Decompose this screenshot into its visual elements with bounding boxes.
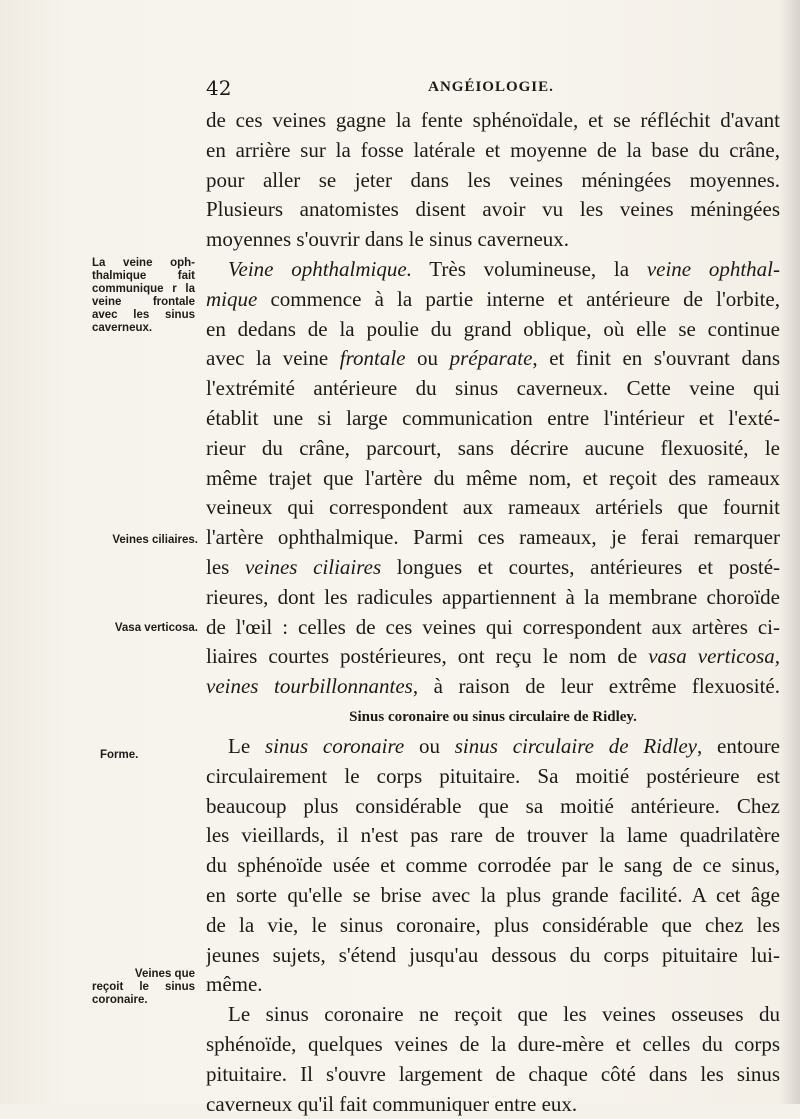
margin-note-verticosa <box>90 622 198 635</box>
text-run: Le <box>228 734 265 758</box>
margin-note-line: Vasa verticosa. <box>90 622 198 635</box>
text-line <box>206 285 780 315</box>
text-line: en sorte qu'elle se brise avec la plus grande facilité. A cet âge <box>206 881 780 911</box>
text-line: sphénoïde, quelques veines de la dure-mère et celles du corps <box>206 1030 780 1060</box>
margin-note-ophthalmique <box>92 257 195 335</box>
margin-note-ciliaires <box>90 534 198 547</box>
body-text <box>206 106 780 1119</box>
term-sinus-circulaire-de-ridley: sinus circulaire de Ridley <box>455 734 697 758</box>
text-line: les vieillards, il n'est pas rare de trouver la lame quadrilatère <box>206 821 780 851</box>
text-line <box>206 642 780 672</box>
text-line: caverneux qu'il fait communiquer entre eux. <box>206 1090 780 1119</box>
term-veines-tourbillonnantes: veines tourbillonnantes <box>206 674 413 698</box>
text-line: l'extrémité antérieure du sinus caverneux. Cette veine qui <box>206 374 780 404</box>
text-line: rieur du crâne, parcourt, sans décrire aucune flexuosité, le <box>206 434 780 464</box>
text-line: pituitaire. Il s'ouvre largement de chaque côté dans les sinus <box>206 1060 780 1090</box>
margin-note-line: Forme. <box>100 749 190 762</box>
text-run: , et finit en s'ouvrant dans <box>532 346 780 370</box>
term-vasa-verticosa: vasa verticosa, <box>648 644 780 668</box>
text-line: de la vie, le sinus coronaire, plus considérable que chez les <box>206 911 780 941</box>
text-run: , à raison de leur extrême flexuosité. <box>413 674 780 698</box>
term-veines-ciliaires: veines ciliaires <box>245 555 381 579</box>
text-line: rieures, dont les radicules appartiennent à la membrane choroïde <box>206 583 780 613</box>
text-line: veineux qui correspondent aux rameaux artériels que fournit <box>206 493 780 523</box>
margin-note-line: caverneux. <box>92 322 195 335</box>
margin-note-line: veine frontale <box>92 296 195 309</box>
margin-note-line: coronaire. <box>92 994 195 1007</box>
margin-note-line: reçoit le sinus <box>92 981 195 994</box>
text-line: de l'œil : celles de ces veines qui correspondent aux artères ci- <box>206 613 780 643</box>
text-line: même trajet que l'artère du même nom, et reçoit des rameaux <box>206 464 780 494</box>
term-preparate: préparate <box>450 346 533 370</box>
text-run: avec la veine <box>206 346 340 370</box>
text-line <box>206 255 780 285</box>
margin-note-line: thalmique fait <box>92 270 195 283</box>
text-line: jeunes sujets, s'étend jusqu'au dessous du corps pituitaire lui- <box>206 941 780 971</box>
text-run: longues et courtes, antérieures et posté- <box>381 555 780 579</box>
text-line: circulairement le corps pituitaire. Sa moitié postérieure est <box>206 762 780 792</box>
text-run: , entoure <box>697 734 780 758</box>
text-line: du sphénoïde usée et comme corrodée par le sang de ce sinus, <box>206 851 780 881</box>
margin-note-line: Veines que <box>92 968 195 981</box>
running-head: ANGÉIOLOGIE. <box>200 79 782 96</box>
text-run: commence à la partie interne et antérieure de l'orbite, <box>257 287 780 311</box>
term-mique: mique <box>206 287 257 311</box>
margin-note-forme <box>100 749 190 762</box>
section-title: Sinus coronaire ou sinus circulaire de Ridley. <box>206 702 780 732</box>
page-edge-shadow <box>780 0 800 1104</box>
page-number: 42 <box>206 76 231 100</box>
margin-note-line: Veines ciliaires. <box>90 534 198 547</box>
margin-note-recoit <box>92 968 195 1007</box>
text-line <box>206 344 780 374</box>
text-line: Le sinus coronaire ne reçoit que les veines osseuses du <box>206 1000 780 1030</box>
text-line <box>206 672 780 702</box>
term-veine-ophthalmique-heading: Veine ophthalmique. <box>228 257 412 281</box>
term-frontale: frontale <box>340 346 406 370</box>
text-line: en arrière sur la fosse latérale et moyenne de la base du crâne, <box>206 136 780 166</box>
text-run: ou <box>404 734 455 758</box>
margin-note-line: avec les sinus <box>92 309 195 322</box>
text-line: en dedans de la poulie du grand oblique, où elle se continue <box>206 315 780 345</box>
text-line: de ces veines gagne la fente sphénoïdale, et se réfléchit d'avant <box>206 106 780 136</box>
text-line: pour aller se jeter dans les veines méningées moyennes. <box>206 166 780 196</box>
text-line: moyennes s'ouvrir dans le sinus caverneux. <box>206 225 780 255</box>
term-sinus-coronaire: sinus coronaire <box>265 734 404 758</box>
text-run: Très volumineuse, la <box>412 257 647 281</box>
text-line: l'artère ophthalmique. Parmi ces rameaux, je ferai remarquer <box>206 523 780 553</box>
text-run: liaires courtes postérieures, ont reçu le nom de <box>206 644 648 668</box>
text-line: Plusieurs anatomistes disent avoir vu les veines méningées <box>206 195 780 225</box>
text-line: même. <box>206 970 780 1000</box>
text-line <box>206 553 780 583</box>
margin-note-line: La veine oph- <box>92 257 195 270</box>
term-veine-ophthalmique: veine ophthal- <box>647 257 780 281</box>
page-header <box>200 76 782 102</box>
text-run: les <box>206 555 245 579</box>
text-line: beaucoup plus considérable que sa moitié antérieure. Chez <box>206 792 780 822</box>
text-line: établit une si large communication entre l'intérieur et l'exté- <box>206 404 780 434</box>
text-line <box>206 732 780 762</box>
text-run: ou <box>405 346 449 370</box>
margin-note-line: communique r la <box>92 283 195 296</box>
